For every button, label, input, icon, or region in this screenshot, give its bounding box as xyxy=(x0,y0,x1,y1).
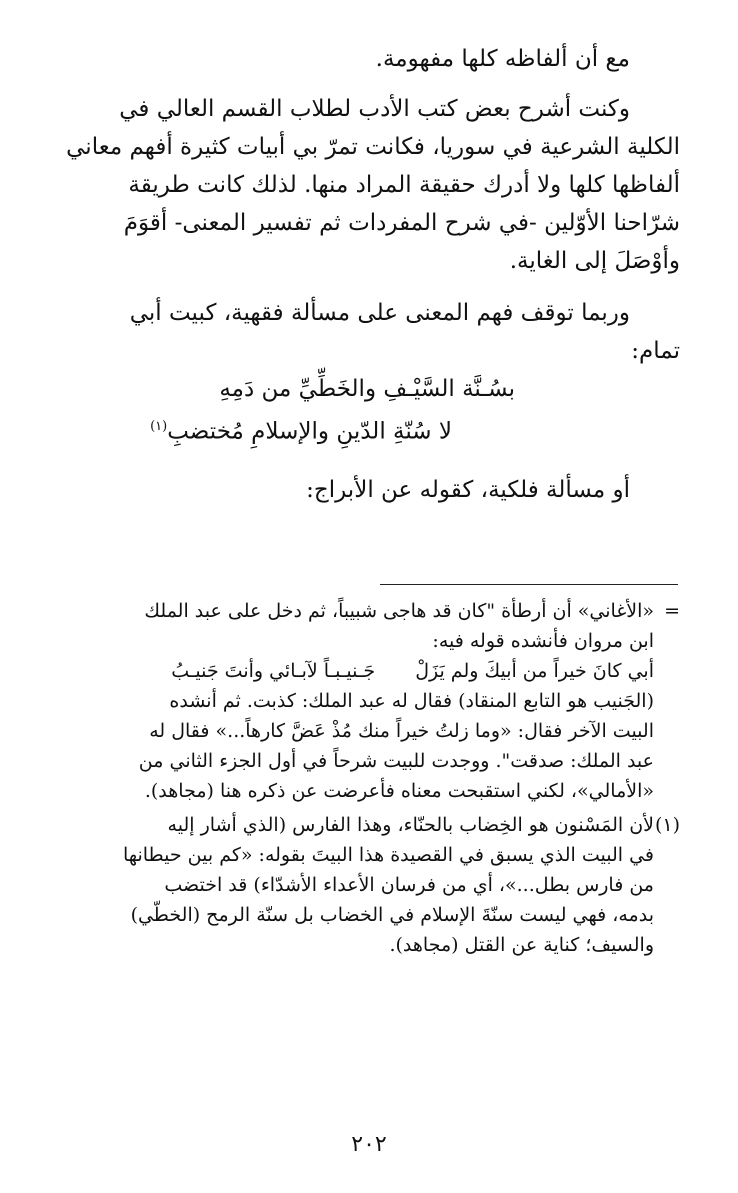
footnote-verse-a: أبي كانَ خيراً من أبيكَ ولم يَزَلْ xyxy=(415,660,654,682)
footnote-line: عبد الملك: صدقت". ووجدت للبيت شرحاً في أول الجزء الثاني من xyxy=(138,750,654,772)
footnote-line: ابن مروان فأنشده قوله فيه: xyxy=(432,630,654,652)
poem-verse xyxy=(80,370,680,451)
text-line: مع أن ألفاظه كلها مفهومة. xyxy=(375,46,630,72)
footnote-line xyxy=(80,810,680,840)
footnotes xyxy=(80,596,680,960)
text-line: وكنت أشرح بعض كتب الأدب لطلاب القسم العالي في xyxy=(119,96,630,122)
text-line: تمام: xyxy=(631,338,680,364)
footnote-line: من فارس بطل...»، أي من فرسان الأعداء الأشدّاء) قد اختضب xyxy=(164,874,654,896)
footnote-line: والسيف؛ كناية عن القتل (مجاهد). xyxy=(389,934,654,956)
text-line: شرّاحنا الأوّلين -في شرح المفردات ثم تفسير المعنى- أقوَمَ xyxy=(123,210,680,236)
footnote-text: «الأغاني» أن أرطأة "كان قد هاجى شبيباً، ثم دخل على عبد الملك xyxy=(144,600,654,622)
footnote-ref: (١) xyxy=(150,419,168,434)
main-text xyxy=(66,40,680,509)
footnote-verse-b: جَـنيـبـاً لآبـائي وأنتَ جَنيـبُ xyxy=(171,660,376,682)
footnote-line: «الأمالي»، لكني استقبحت معناه فأعرضت عن ذكره هنا (مجاهد). xyxy=(144,780,654,802)
text-line: وربما توقف فهم المعنى على مسألة فقهية، كبيت أبي xyxy=(129,300,630,326)
footnote-line xyxy=(80,596,680,626)
page-number: ٢٠٢ xyxy=(351,1132,387,1157)
paragraph-2 xyxy=(80,294,680,370)
footnote-number: (١) xyxy=(654,814,680,836)
text-line: ألفاظها كلها ولا أدرك حقيقة المراد منها. لذلك كانت طريقة xyxy=(128,172,680,198)
verse-line-2-text: لا سُنّةِ الدّينِ والإسلامِ مُختضبِ xyxy=(167,418,452,445)
verse-line-2 xyxy=(80,408,680,451)
paragraph-1 xyxy=(66,90,680,280)
footnote-text: لأن المَسْنون هو الخِضاب بالحنّاء، وهذا الفارس (الذي أشار إليه xyxy=(167,814,654,836)
text-line: وأوْصَلَ إلى الغاية. xyxy=(509,248,680,274)
continuation-mark: = xyxy=(664,600,680,622)
footnote-line: (الجَنيب هو التابع المنقاد) فقال له عبد الملك: كذبت. ثم أنشده xyxy=(169,690,654,712)
footnote-line: في البيت الذي يسبق في القصيدة هذا البيتَ بقوله: «كم بين حيطانها xyxy=(122,844,654,866)
footnote-separator xyxy=(380,584,678,585)
footnote-line: بدمه، فهي ليست سنّةَ الإسلام في الخضاب بل سنّة الرمح (الخطّي) xyxy=(130,904,654,926)
paragraph-0 xyxy=(80,40,680,78)
paragraph-3 xyxy=(80,471,680,509)
footnote-verse xyxy=(80,656,680,686)
verse-line-1: بسُـنَّة السَّيْـفِ والخَطِّيِّ من دَمِهِ xyxy=(219,376,515,402)
footnote-line: البيت الآخر فقال: «وما زلتُ خيراً منك مُذْ عَضَّ كارهاً...» فقال له xyxy=(149,720,654,742)
text-line: الكلية الشرعية في سوريا، فكانت تمرّ بي أبيات كثيرة أفهم معاني xyxy=(66,134,680,160)
text-line: أو مسألة فلكية، كقوله عن الأبراج: xyxy=(306,476,630,503)
